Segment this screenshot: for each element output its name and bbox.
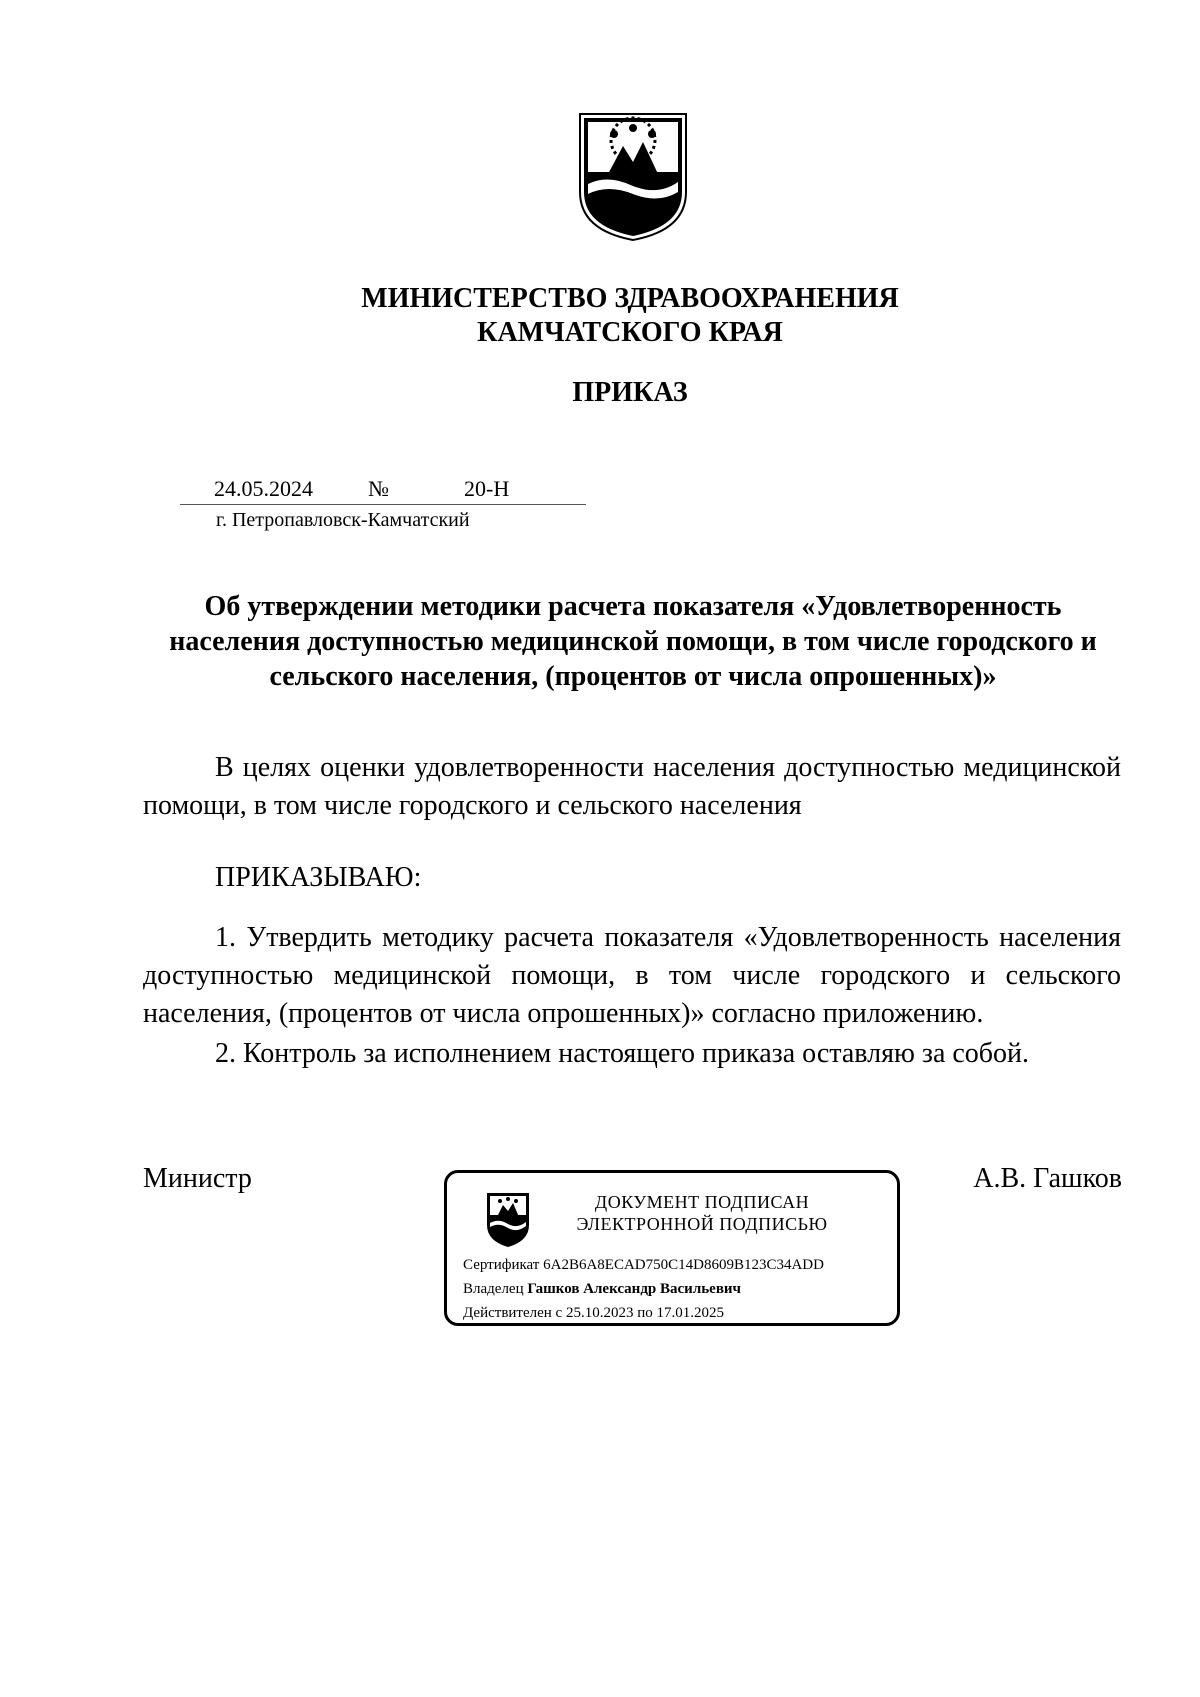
signer-position: Министр (143, 1163, 252, 1194)
order-item-1: 1. Утвердить методику расчета показателя «Удовлетворенность населения доступностью медицинской помощи, в том числе городского и сельского населения, (процентов от числа опрошенных)» согласно приложению. (143, 922, 1121, 1029)
stamp-title-line2: ЭЛЕКТРОННОЙ ПОДПИСЬЮ (576, 1214, 828, 1234)
city: г. Петропавловск-Камчатский (216, 509, 470, 531)
intro-paragraph: В целях оценки удовлетворенности населения доступностью медицинской помощи, в том числе городского и сельского населения (143, 752, 1121, 821)
owner-label: Владелец (463, 1281, 524, 1297)
stamp-owner (463, 1279, 741, 1299)
stamp-certificate (463, 1255, 824, 1275)
stamp-title (547, 1191, 857, 1235)
ministry-name (0, 282, 1200, 350)
valid-from: 25.10.2023 (565, 1305, 634, 1321)
ministry-name-line2: КАМЧАТСКОГО КРАЯ (477, 317, 783, 348)
ministry-name-line1: МИНИСТЕРСТВО ЗДРАВООХРАНЕНИЯ (361, 283, 899, 314)
certificate-label: Сертификат (463, 1257, 540, 1273)
valid-to-label: по (637, 1305, 653, 1321)
valid-to: 17.01.2025 (656, 1305, 724, 1321)
order-word: ПРИКАЗЫВАЮ: (215, 862, 422, 893)
subject-line1: Об утверждении методики расчета показателя «Удовлетворенность (204, 591, 1062, 622)
document-subject (143, 589, 1123, 694)
registration-line (180, 474, 586, 505)
electronic-signature-stamp (444, 1170, 900, 1326)
owner-value: Гашков Александр Васильевич (527, 1281, 742, 1297)
document-type: ПРИКАЗ (572, 377, 688, 408)
order-item-2: 2. Контроль за исполнением настоящего приказа оставляю за собой. (215, 1038, 1030, 1069)
document-date: 24.05.2024 (214, 476, 313, 501)
number-sign: № (368, 476, 389, 501)
valid-label: Действителен с (463, 1305, 563, 1321)
certificate-value: 6A2B6A8ECAD750C14D8609B123C34ADD (543, 1257, 824, 1273)
stamp-title-line1: ДОКУМЕНТ ПОДПИСАН (594, 1192, 810, 1212)
subject-line2: населения доступностью медицинской помощи, в том числе городского и (169, 626, 1097, 657)
kamchatka-coat-of-arms-icon (578, 112, 688, 242)
stamp-validity (463, 1303, 724, 1323)
subject-line3: сельского населения, (процентов от числа опрошенных)» (269, 661, 997, 692)
signer-name: А.В. Гашков (973, 1163, 1122, 1194)
kamchatka-coat-of-arms-icon (485, 1191, 531, 1249)
document-number: 20-Н (464, 476, 510, 501)
